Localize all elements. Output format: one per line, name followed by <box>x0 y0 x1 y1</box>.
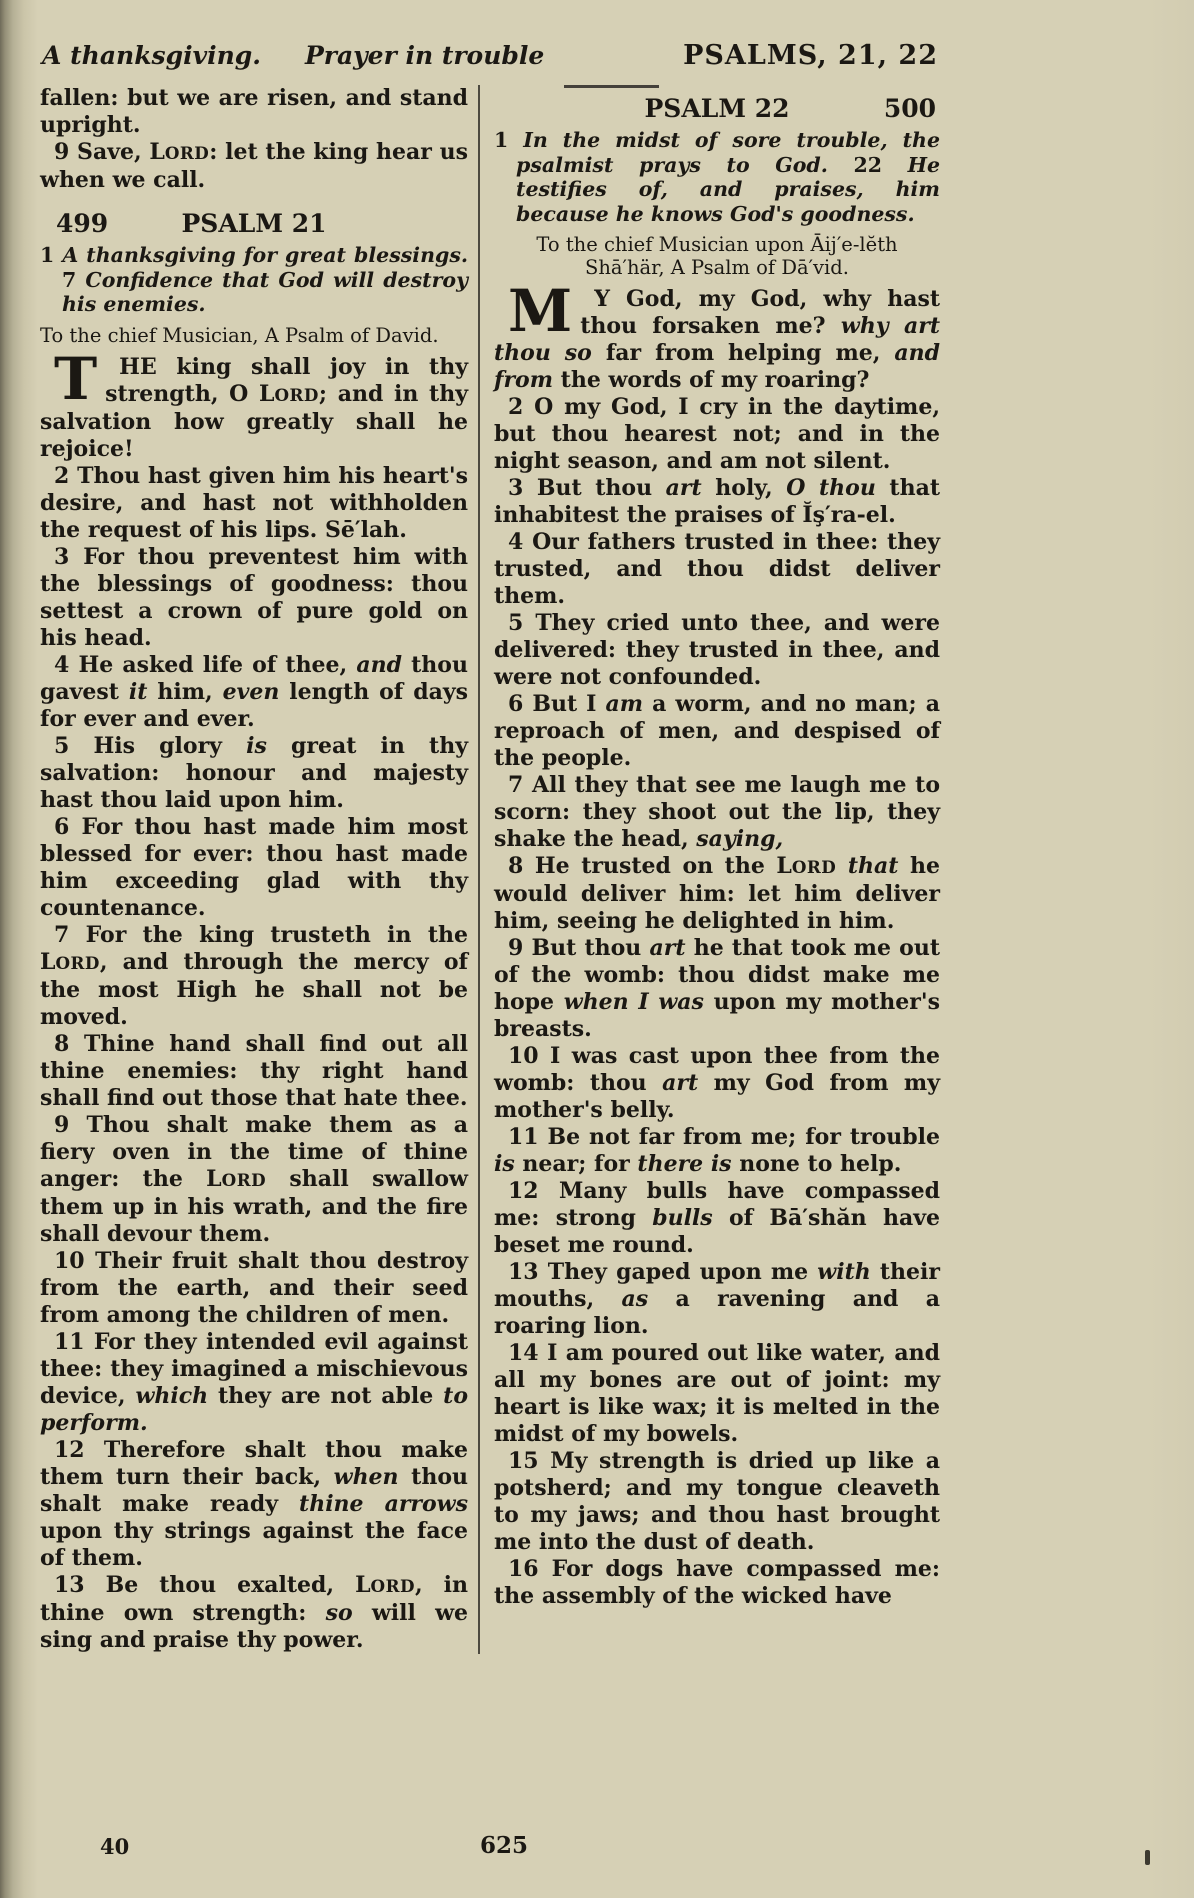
verse-paragraph: 8 He trusted on the LORD that he would deliver him: let him deliver him, seeing he delighted in him. <box>494 853 940 934</box>
verse-paragraph: 11 For they intended evil against thee: they imagined a mischievous device, which they are not able to perform. <box>40 1328 468 1436</box>
heading-rule <box>564 85 659 88</box>
verse-number: 4 <box>54 651 70 678</box>
verse-number: 16 <box>508 1556 539 1582</box>
verse-paragraph: 4 He asked life of thee, and thou gavest it him, even length of days for ever and ever. <box>40 651 469 732</box>
verse-paragraph: 7 For the king trusteth in the LORD, and through the mercy of the most High he shall not be moved. <box>40 921 468 1030</box>
verse-paragraph: 7 All they that see me laugh me to scorn: they shoot out the lip, they shake the head, saying, <box>494 772 940 852</box>
verse-number: 9 <box>54 139 70 165</box>
verse-number: 7 <box>508 772 524 798</box>
verse-paragraph: 6 But I am a worm, and no man; a reproach of men, and despised of the people. <box>494 691 940 771</box>
verse-number: 13 <box>508 1259 539 1285</box>
verse-paragraph: 16 For dogs have compassed me: the assembly of the wicked have <box>494 1556 940 1609</box>
divine-name-lord: LORD <box>149 139 210 165</box>
page-content <box>40 40 940 1654</box>
verse-paragraph: 3 But thou art holy, O thou that inhabitest the praises of Ĭş′ra-el. <box>494 475 941 528</box>
verse-number: 7 <box>54 921 70 948</box>
page-number: 625 <box>480 1832 529 1859</box>
musician-attribution: To the chief Musician upon Āij′e-lĕth Shā′här, A Psalm of Dā′vid. <box>536 233 898 279</box>
verse-number: 8 <box>508 853 524 879</box>
verse-number: 6 <box>508 691 524 717</box>
verse-paragraph: 2 Thou hast given him his heart's desire, and hast not withholden the request of his lips. Sē′lah. <box>40 462 468 543</box>
psalm-sequence-number: 499 <box>56 209 109 238</box>
verse-paragraph: 5 His glory is great in thy salvation: honour and majesty hast thou laid upon him. <box>40 732 468 813</box>
verse-paragraph: 13 They gaped upon me with their mouths, as a ravening and a roaring lion. <box>494 1259 941 1339</box>
verse-number: 4 <box>508 529 524 555</box>
verse-paragraph: 5 They cried unto thee, and were delivered: they trusted in thee, and were not confounded. <box>494 610 940 690</box>
verse-continuation: fallen: but we are risen, and stand upright. <box>40 85 468 138</box>
verse-number: 9 <box>508 935 524 961</box>
verse-paragraph: 3 For thou preventest him with the blessings of goodness: thou settest a crown of pure gold on his head. <box>40 543 468 651</box>
drop-cap-initial: M <box>508 277 573 345</box>
verse-paragraph: 12 Therefore shalt thou make them turn their back, when thou shalt make ready thine arrows upon thy strings against the face of them. <box>40 1436 468 1571</box>
folio-number-left: 40 <box>100 1834 130 1859</box>
verse-paragraph: 6 For thou hast made him most blessed for ever: thou hast made him exceeding glad with thy countenance. <box>40 813 468 921</box>
verse-number: 12 <box>508 1178 539 1204</box>
verse-number: 8 <box>54 1030 70 1057</box>
verse-paragraph: 13 Be thou exalted, LORD, in thine own strength: so will we sing and praise thy power. <box>40 1571 469 1653</box>
divine-name-lord: LORD <box>776 853 837 879</box>
verse-paragraph: 8 Thine hand shall find out all thine enemies: thy right hand shall find out those that hate thee. <box>40 1030 468 1111</box>
verse-number: 13 <box>54 1571 85 1598</box>
verse-paragraph: 11 Be not far from me; for trouble is near; for there is none to help. <box>494 1124 940 1177</box>
verse-number: 9 <box>54 1111 70 1138</box>
running-head-left-a: A thanksgiving. <box>42 41 261 70</box>
verse-paragraph: 10 I was cast upon thee from the womb: thou art my God from my mother's belly. <box>494 1043 940 1123</box>
verse-number: 11 <box>54 1328 85 1355</box>
verse-number: 5 <box>54 732 70 759</box>
psalm-sequence-number: 500 <box>883 94 936 123</box>
verse-number: 3 <box>508 475 524 501</box>
verse-number: 14 <box>508 1340 539 1366</box>
verse-number: 3 <box>54 543 70 570</box>
running-head-left-b: Prayer in trouble <box>304 41 545 70</box>
verse-number: 6 <box>54 813 70 840</box>
verse-paragraph: 15 My strength is dried up like a potsherd; and my tongue cleaveth to my jaws; and thou hast brought me into the dust of death. <box>494 1448 940 1555</box>
verse-paragraph: 9 But thou art he that took me out of the womb: thou didst make me hope when I was upon my mother's breasts. <box>494 935 940 1042</box>
verse-paragraph: 2 O my God, I cry in the daytime, but thou hearest not; and in the night season, and am not silent. <box>494 394 940 474</box>
verse-number: 5 <box>508 610 524 636</box>
scan-artifact-mark <box>1145 1850 1150 1865</box>
psalm-title: PSALM 21 <box>181 209 327 238</box>
verse-paragraph: M Y God, my God, why hast thou forsaken me? why art thou so far from helping me, and from the words of my roaring? <box>494 277 941 393</box>
psalm-heading <box>494 85 940 123</box>
verse-number: 10 <box>508 1043 539 1069</box>
musician-attribution: To the chief Musician, A Psalm of David. <box>40 323 439 347</box>
verse-paragraph: T HE king shall joy in thy strength, O LORD; and in thy salvation how greatly shall he rejoice! <box>40 344 469 462</box>
running-head-book-reference: PSALMS, 21, 22 <box>683 40 938 71</box>
verse-number: 12 <box>54 1436 85 1463</box>
left-text-column <box>40 85 478 1654</box>
verse-number: 2 <box>508 394 524 420</box>
psalm-heading <box>40 210 468 238</box>
verse-paragraph: 14 I am poured out like water, and all my bones are out of joint: my heart is like wax; it is melted in the midst of my bowels. <box>494 1340 940 1447</box>
psalm-title: PSALM 22 <box>644 94 790 123</box>
divine-name-lord: LORD <box>40 948 100 975</box>
verse-paragraph: 4 Our fathers trusted in thee: they trusted, and thou didst deliver them. <box>494 529 940 609</box>
verse-number: 10 <box>54 1247 85 1274</box>
verse-number: 15 <box>508 1448 539 1474</box>
running-head <box>40 40 940 85</box>
two-column-text <box>40 85 940 1654</box>
divine-name-lord: LORD <box>259 380 319 407</box>
running-head-left <box>42 41 544 70</box>
chapter-summary: 1 In the midst of sore trouble, the psalmist prays to God. 22 He testifies of, and praises, him because he knows God's goodness. <box>494 128 940 226</box>
verse-number: 2 <box>54 462 70 489</box>
drop-cap-initial: T <box>54 344 98 413</box>
verse-paragraph: 10 Their fruit shalt thou destroy from the earth, and their seed from among the children of men. <box>40 1247 468 1328</box>
verse-number: 11 <box>508 1124 539 1150</box>
right-text-column <box>480 85 940 1654</box>
verse-paragraph: 9 Thou shalt make them as a fiery oven in the time of thine anger: the LORD shall swallow them up in his wrath, and the fire shall devour them. <box>40 1111 468 1247</box>
verse-paragraph: 9 Save, LORD: let the king hear us when we call. <box>40 139 468 193</box>
divine-name-lord: LORD <box>206 1165 267 1192</box>
chapter-summary: 1 A thanksgiving for great blessings. 7 Confidence that God will destroy his enemies. <box>40 243 468 316</box>
divine-name-lord: LORD <box>355 1571 415 1598</box>
verse-paragraph: 12 Many bulls have compassed me: strong bulls of Bā′shăn have beset me round. <box>494 1178 941 1258</box>
